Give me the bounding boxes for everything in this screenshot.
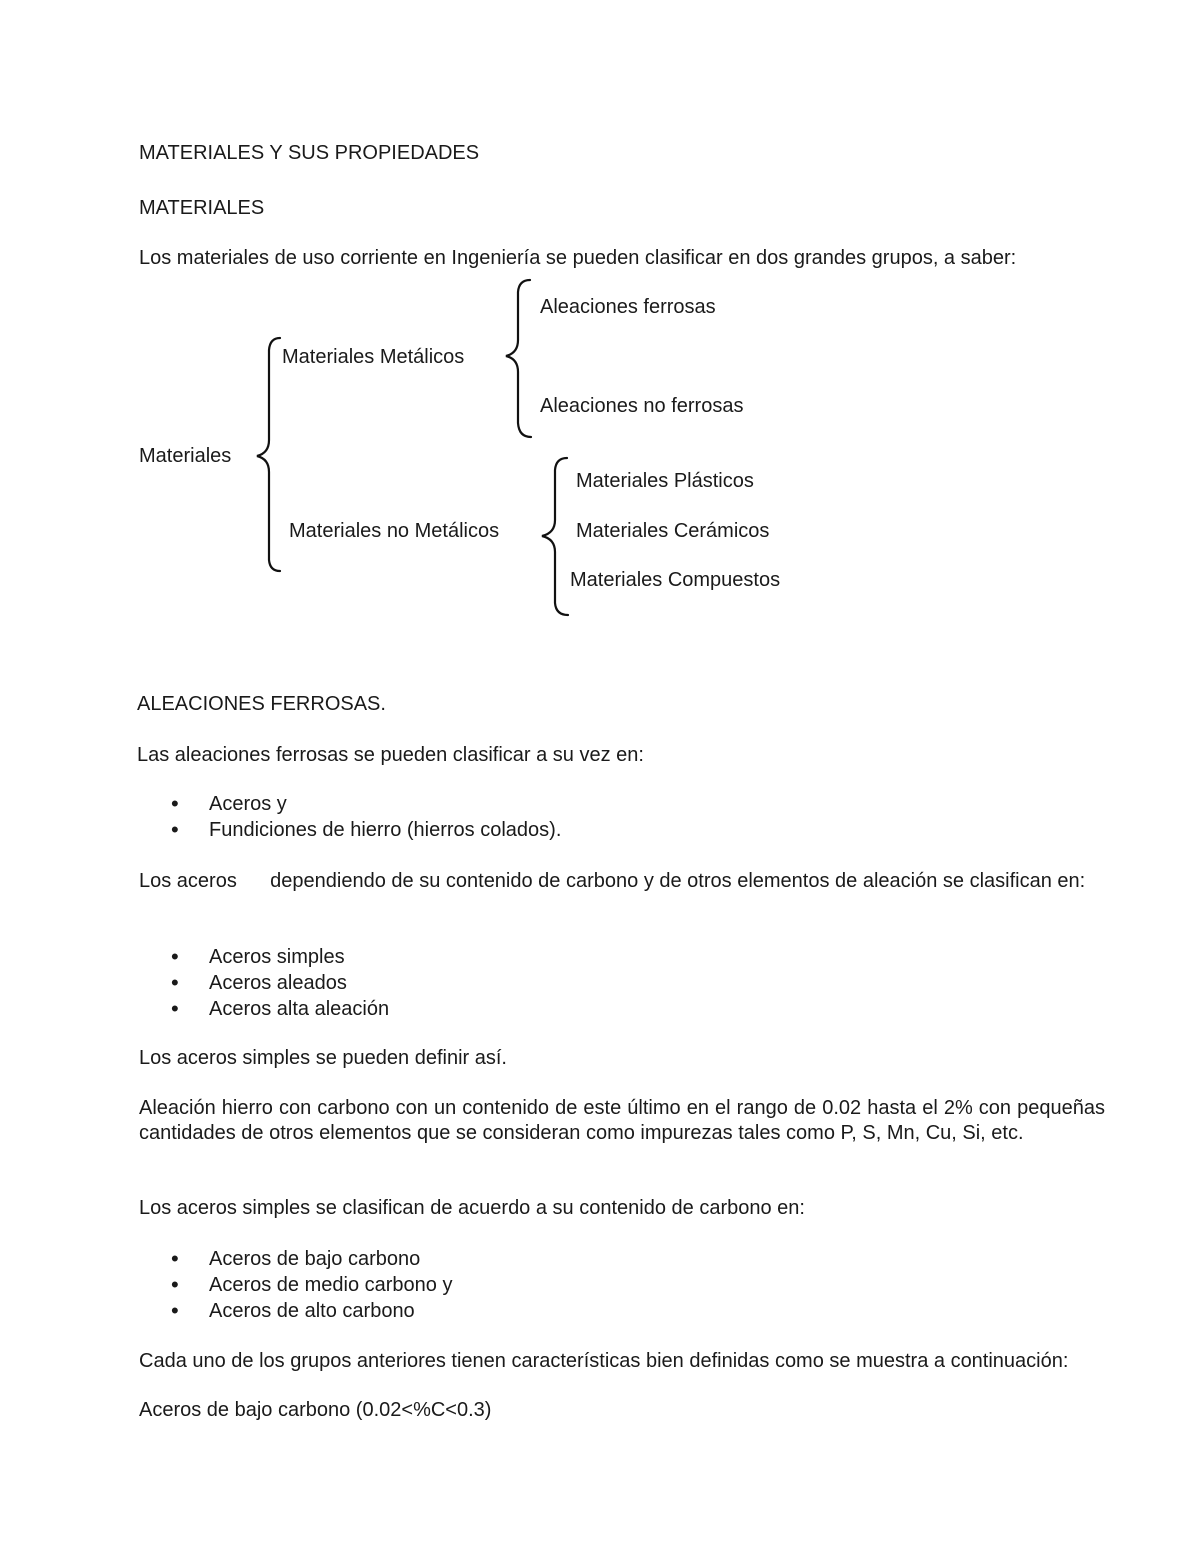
list-item: • Aceros alta aleación bbox=[139, 996, 389, 1022]
bajo-carbono-heading: Aceros de bajo carbono (0.02<%C<0.3) bbox=[139, 1399, 492, 1421]
list-aceros bbox=[139, 944, 389, 1022]
list-item: • Aceros aleados bbox=[139, 970, 389, 996]
grupos-paragraph: Cada uno de los grupos anteriores tienen características bien definidas como se muestra a continuación: bbox=[139, 1350, 1069, 1372]
brace-no-metalicos bbox=[542, 458, 568, 615]
brace-materiales bbox=[257, 338, 280, 571]
list-aleaciones bbox=[139, 791, 561, 843]
list-item: • Aceros simples bbox=[139, 944, 389, 970]
brace-metalicos bbox=[506, 280, 531, 437]
simples-def-intro: Los aceros simples se pueden definir así. bbox=[139, 1047, 507, 1069]
list-item: • Aceros de alto carbono bbox=[139, 1298, 452, 1324]
tree-compuestos: Materiales Compuestos bbox=[570, 569, 781, 591]
tree-no-metalicos: Materiales no Metálicos bbox=[289, 520, 500, 542]
list-item: • Aceros y bbox=[139, 791, 561, 817]
simples-definition: Aleación hierro con carbono con un contenido de este último en el rango de 0.02 hasta el 2% con pequeñas cantidades de otros elementos que se consideran como impurezas tales como P, S, Mn, Cu, Si, etc. bbox=[139, 1097, 1105, 1144]
aceros-paragraph: Los aceros dependiendo de su contenido de carbono y de otros elementos de aleación se clasifican en: bbox=[139, 870, 1086, 892]
document-title: MATERIALES Y SUS PROPIEDADES bbox=[139, 142, 480, 164]
list-item: • Aceros de bajo carbono bbox=[139, 1246, 452, 1272]
tree-no-ferrosas: Aleaciones no ferrosas bbox=[540, 395, 744, 417]
list-item: • Aceros de medio carbono y bbox=[139, 1272, 452, 1298]
intro-paragraph: Los materiales de uso corriente en Ingeniería se pueden clasificar en dos grandes grupos, a saber: bbox=[139, 247, 1017, 269]
tree-ferrosas: Aleaciones ferrosas bbox=[540, 296, 716, 318]
aleaciones-intro: Las aleaciones ferrosas se pueden clasificar a su vez en: bbox=[137, 744, 644, 766]
heading-materiales: MATERIALES bbox=[139, 197, 265, 219]
tree-plasticos: Materiales Plásticos bbox=[576, 470, 754, 492]
tree-ceramicos: Materiales Cerámicos bbox=[576, 520, 770, 542]
list-item: • Fundiciones de hierro (hierros colados). bbox=[139, 817, 561, 843]
classification-braces bbox=[0, 0, 1200, 700]
tree-metalicos: Materiales Metálicos bbox=[282, 346, 465, 368]
simples-clasif: Los aceros simples se clasifican de acuerdo a su contenido de carbono en: bbox=[139, 1197, 805, 1219]
tree-root: Materiales bbox=[139, 445, 232, 467]
list-carbono bbox=[139, 1246, 452, 1324]
heading-aleaciones: ALEACIONES FERROSAS. bbox=[137, 693, 386, 715]
